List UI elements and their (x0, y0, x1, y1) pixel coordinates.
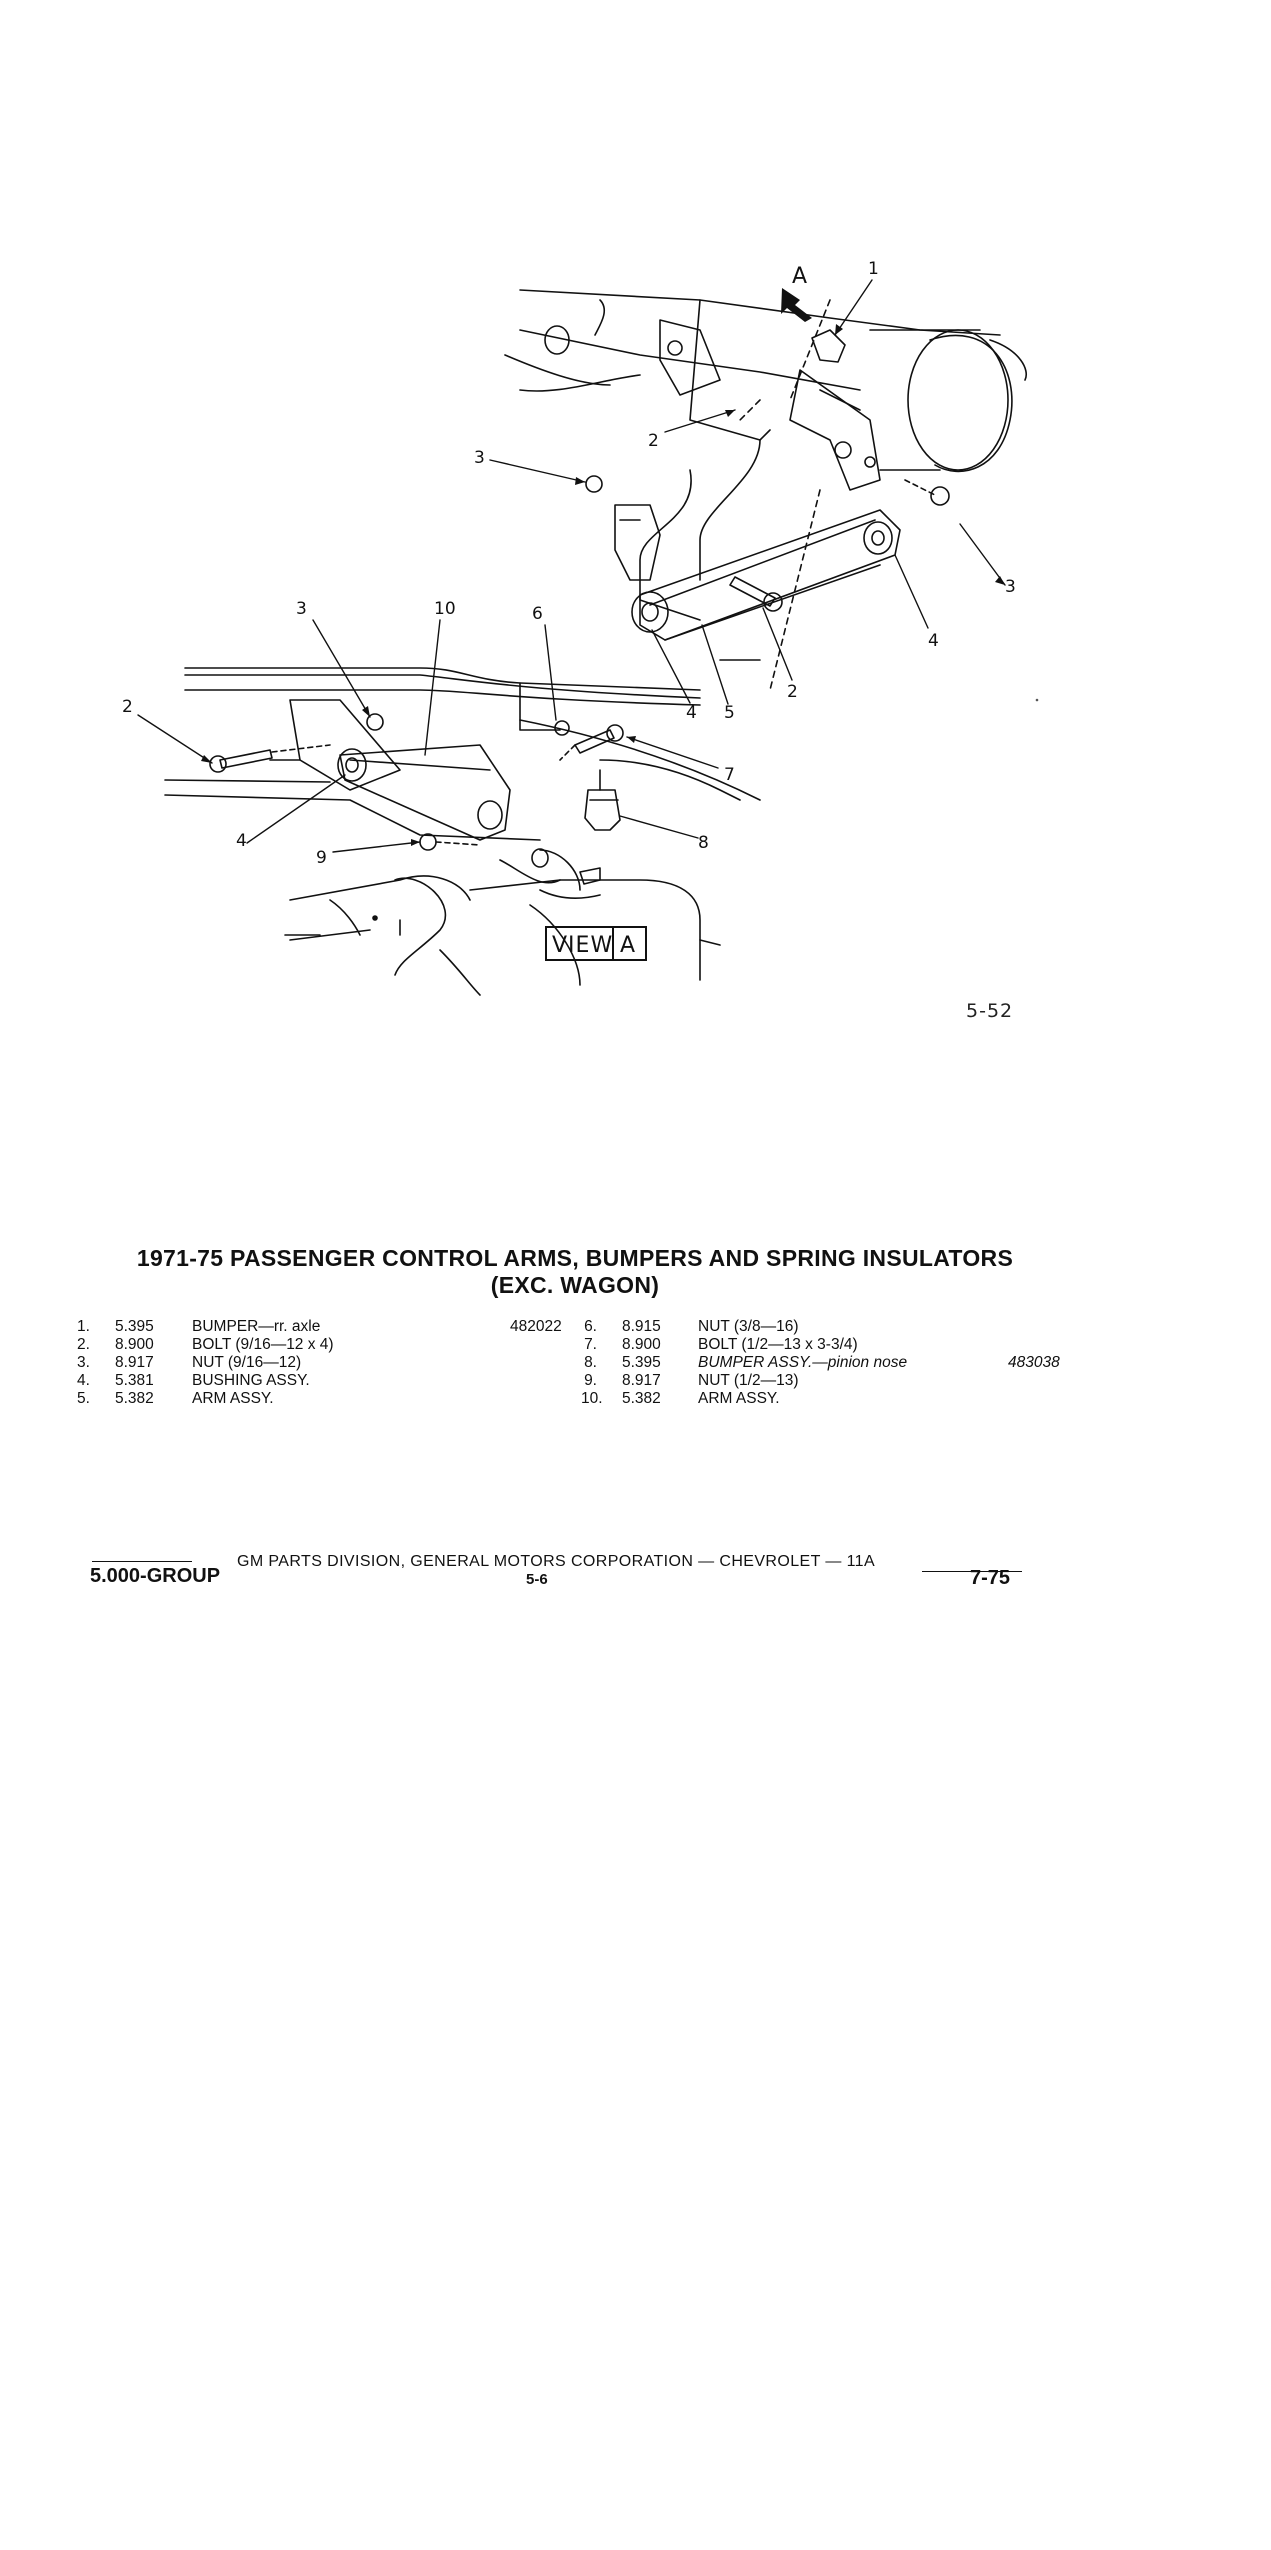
callout-4-upper-right: 4 (928, 631, 939, 651)
view-a-arrow-letter: A (792, 264, 809, 289)
callout-2-lower: 2 (122, 697, 133, 717)
callout-8: 8 (698, 833, 709, 853)
part-description: BUMPER ASSY.—pinion nose (698, 1354, 908, 1371)
part-number: 10. (581, 1390, 603, 1407)
callout-6: 6 (532, 604, 543, 624)
page-subtitle: (EXC. WAGON) (490, 1272, 660, 1298)
part-description: BOLT (1/2—13 x 3-3/4) (698, 1336, 858, 1353)
exploded-view-diagram (0, 0, 1271, 1040)
part-number: 7. (584, 1336, 597, 1353)
page-title: 1971-75 PASSENGER CONTROL ARMS, BUMPERS AND SPRING INSULATORS (136, 1245, 1014, 1271)
part-number: 2. (77, 1336, 90, 1353)
group-code: 8.915 (622, 1318, 661, 1335)
part-number: 9. (584, 1372, 597, 1389)
callout-10: 10 (434, 599, 456, 619)
group-code: 5.395 (115, 1318, 154, 1335)
group-code: 8.917 (622, 1372, 661, 1389)
callout-1: 1 (868, 259, 879, 279)
part-description: BUSHING ASSY. (192, 1372, 310, 1389)
footer-rule-left (92, 1561, 192, 1562)
callout-4-middle: 4 (686, 703, 697, 723)
callout-3-upper-right: 3 (1005, 577, 1016, 597)
footer-publisher: GM PARTS DIVISION, GENERAL MOTORS CORPORATION — CHEVROLET — 11A (237, 1553, 876, 1570)
view-a-box (546, 927, 646, 960)
part-description: NUT (3/8—16) (698, 1318, 799, 1335)
callout-9: 9 (316, 848, 327, 868)
callout-arrowheads (201, 324, 1005, 846)
group-code: 5.382 (115, 1390, 154, 1407)
part-description: ARM ASSY. (192, 1390, 274, 1407)
callout-3-lower: 3 (296, 599, 307, 619)
group-code: 5.382 (622, 1390, 661, 1407)
part-description: NUT (1/2—13) (698, 1372, 799, 1389)
group-code: 5.381 (115, 1372, 154, 1389)
callout-labels (122, 259, 1016, 868)
figure-number: 5-52 (966, 1000, 1014, 1022)
view-letter: A (620, 933, 637, 958)
part-number: 8. (584, 1354, 597, 1371)
group-code: 8.900 (622, 1336, 661, 1353)
part-number: 4. (77, 1372, 90, 1389)
callout-5: 5 (724, 703, 735, 723)
footer-group: 5.000-GROUP (90, 1565, 221, 1587)
part-number: 5. (77, 1390, 90, 1407)
part-number: 3. (77, 1354, 90, 1371)
part-description: BOLT (9/16—12 x 4) (192, 1336, 334, 1353)
part-description: BUMPER—rr. axle (192, 1318, 321, 1335)
part-catalog-number: 483038 (1008, 1354, 1060, 1371)
part-description: ARM ASSY. (698, 1390, 780, 1407)
part-description: NUT (9/16—12) (192, 1354, 302, 1371)
footer-date: 7-75 (970, 1567, 1011, 1589)
upper-frame-drawing (505, 290, 1026, 690)
group-code: 8.917 (115, 1354, 154, 1371)
footer-page-number: 5-6 (526, 1571, 548, 1588)
lower-frame-drawing (165, 668, 760, 995)
part-number: 6. (584, 1318, 597, 1335)
part-number: 1. (77, 1318, 90, 1335)
view-a-arrow (781, 264, 812, 322)
callout-3-upper-left: 3 (474, 448, 485, 468)
callout-2-upper: 2 (648, 431, 659, 451)
view-label: VIEW (552, 933, 614, 958)
group-code: 8.900 (115, 1336, 154, 1353)
callout-7: 7 (724, 765, 735, 785)
callout-4-lower: 4 (236, 831, 247, 851)
callout-2-middle: 2 (787, 682, 798, 702)
group-code: 5.395 (622, 1354, 661, 1371)
